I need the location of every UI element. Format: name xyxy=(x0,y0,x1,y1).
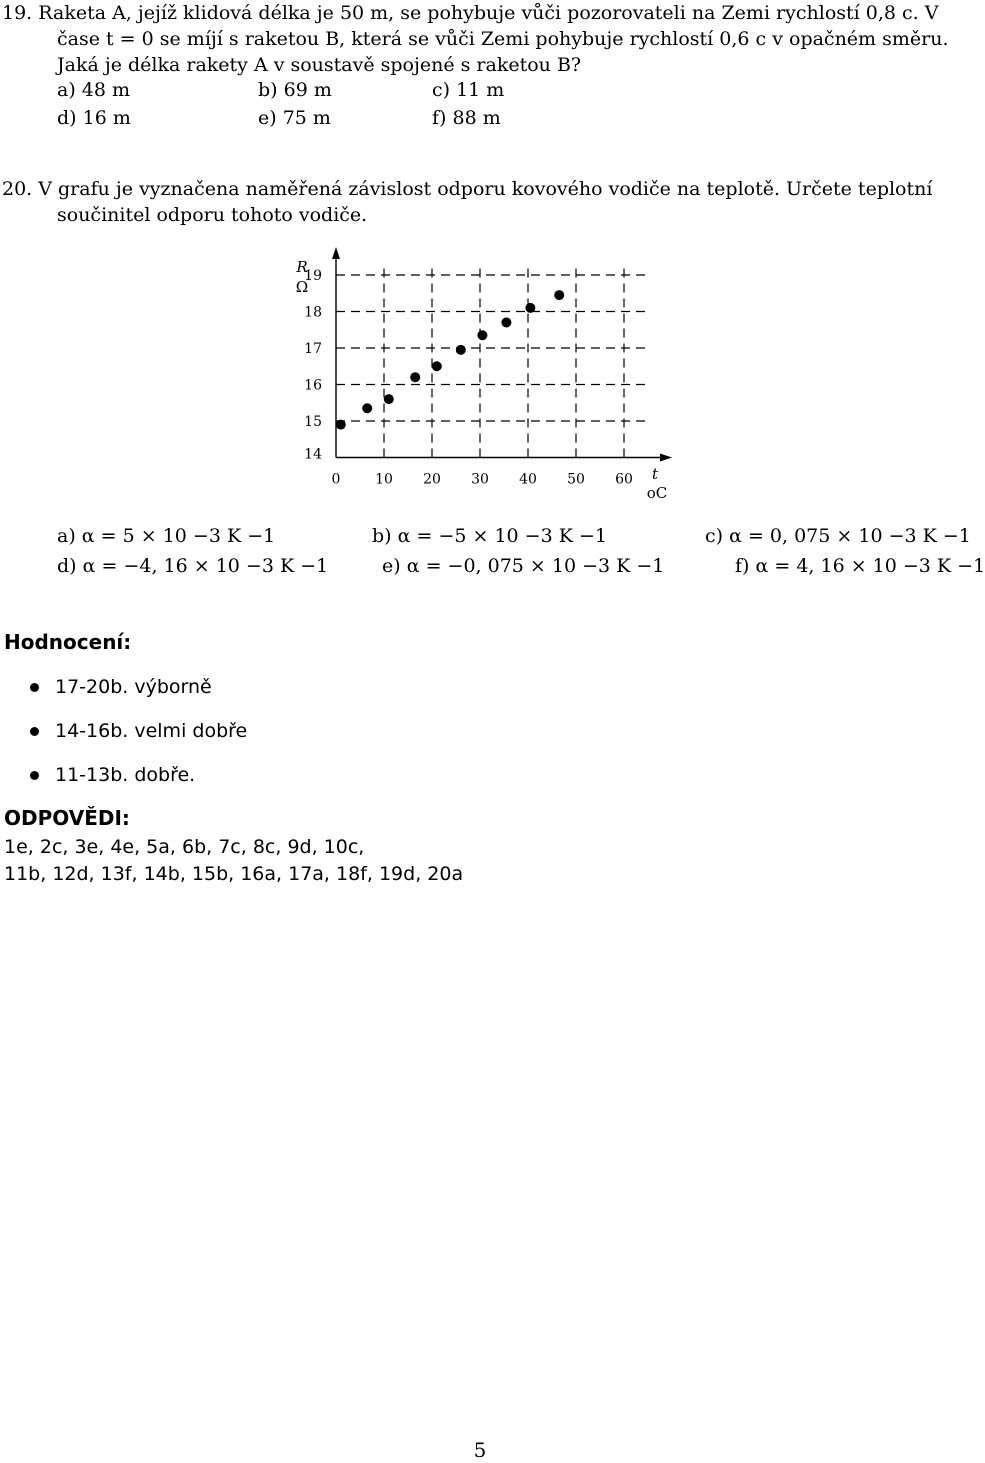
resistance-temperature-chart xyxy=(280,245,680,510)
y-tick-label: 18 xyxy=(304,304,322,321)
x-tick-label: 50 xyxy=(567,471,585,488)
q20-line-1: 20. V grafu je vyznačena naměřená závislost odporu kovového vodiče na teplotě. Určete teplotní xyxy=(2,178,933,200)
y-axis-unit: Ω xyxy=(295,278,309,296)
q20-option-b: b) α = −5 × 10 −3 K −1 xyxy=(372,525,607,547)
x-tick-label: 0 xyxy=(331,471,341,488)
q19-option-f: f) 88 m xyxy=(432,107,501,129)
q20-line-2: součinitel odporu tohoto vodiče. xyxy=(57,204,368,226)
x-axis-unit: oC xyxy=(646,484,668,502)
data-point xyxy=(477,330,487,340)
y-tick-label: 19 xyxy=(304,268,322,284)
bullet-icon xyxy=(30,771,39,780)
data-point xyxy=(384,394,394,404)
grading-item-text: 14-16b. velmi dobře xyxy=(55,720,248,742)
bullet-icon xyxy=(30,683,39,692)
data-point xyxy=(456,345,466,355)
page-number: 5 xyxy=(473,1438,487,1462)
x-axis-label: t xyxy=(651,465,659,483)
q19-option-c: c) 11 m xyxy=(432,79,505,101)
x-tick-label: 10 xyxy=(375,471,393,488)
q19-option-e: e) 75 m xyxy=(258,107,331,129)
y-axis-label: R xyxy=(296,258,308,276)
q19-line-1: 19. Raketa A, jejíž klidová délka je 50 m, se pohybuje vůči pozorovateli na Zemi rychlostí 0,8 c. V xyxy=(2,2,939,24)
y-tick-label: 17 xyxy=(304,341,322,357)
q20-option-a: a) α = 5 × 10 −3 K −1 xyxy=(57,525,276,547)
answers-line-1: 1e, 2c, 3e, 4e, 5a, 6b, 7c, 8c, 9d, 10c, xyxy=(4,836,365,858)
q19-option-b: b) 69 m xyxy=(258,79,332,101)
q19-line-3: Jaká je délka rakety A v soustavě spojené s raketou B? xyxy=(57,54,582,76)
x-tick-label: 20 xyxy=(423,471,441,488)
answers-title: ODPOVĚDI: xyxy=(4,806,130,830)
data-point xyxy=(525,303,535,313)
q19-option-a: a) 48 m xyxy=(57,79,131,101)
y-tick-label: 14 xyxy=(304,446,322,463)
question-20 xyxy=(0,176,960,228)
x-axis-arrow-icon xyxy=(660,454,672,462)
data-point xyxy=(336,420,346,430)
grading-item-text: 17-20b. výborně xyxy=(55,676,212,698)
grading-item xyxy=(30,676,212,698)
q19-option-d: d) 16 m xyxy=(57,107,131,129)
q20-option-f: f) α = 4, 16 × 10 −3 K −1 xyxy=(735,555,985,577)
data-point xyxy=(501,317,511,327)
q19-line-2: čase t = 0 se míjí s raketou B, která se vůči Zemi pohybuje rychlostí 0,6 c v opačném směru. xyxy=(57,28,949,50)
q20-option-e: e) α = −0, 075 × 10 −3 K −1 xyxy=(382,555,665,577)
data-point xyxy=(432,361,442,371)
question-19 xyxy=(0,0,960,78)
q20-option-d: d) α = −4, 16 × 10 −3 K −1 xyxy=(57,555,329,577)
x-tick-label: 60 xyxy=(615,471,633,488)
grading-item-text: 11-13b. dobře. xyxy=(55,764,196,786)
y-tick-label: 16 xyxy=(304,377,322,394)
x-tick-label: 30 xyxy=(471,471,489,488)
x-tick-label: 40 xyxy=(519,471,537,488)
answers-line-2: 11b, 12d, 13f, 14b, 15b, 16a, 17a, 18f, 19d, 20a xyxy=(4,863,464,885)
data-point xyxy=(554,290,564,300)
grading-item xyxy=(30,720,247,742)
chart-grid xyxy=(336,263,648,458)
q20-option-c: c) α = 0, 075 × 10 −3 K −1 xyxy=(705,525,971,547)
y-axis-arrow-icon xyxy=(332,247,340,259)
grading-item xyxy=(30,764,195,786)
chart-axes xyxy=(332,247,672,462)
grading-title: Hodnocení: xyxy=(4,630,132,654)
bullet-icon xyxy=(30,727,39,736)
data-point xyxy=(410,372,420,382)
chart-ticks xyxy=(304,268,633,488)
y-tick-label: 15 xyxy=(304,414,322,430)
data-point xyxy=(362,403,372,413)
